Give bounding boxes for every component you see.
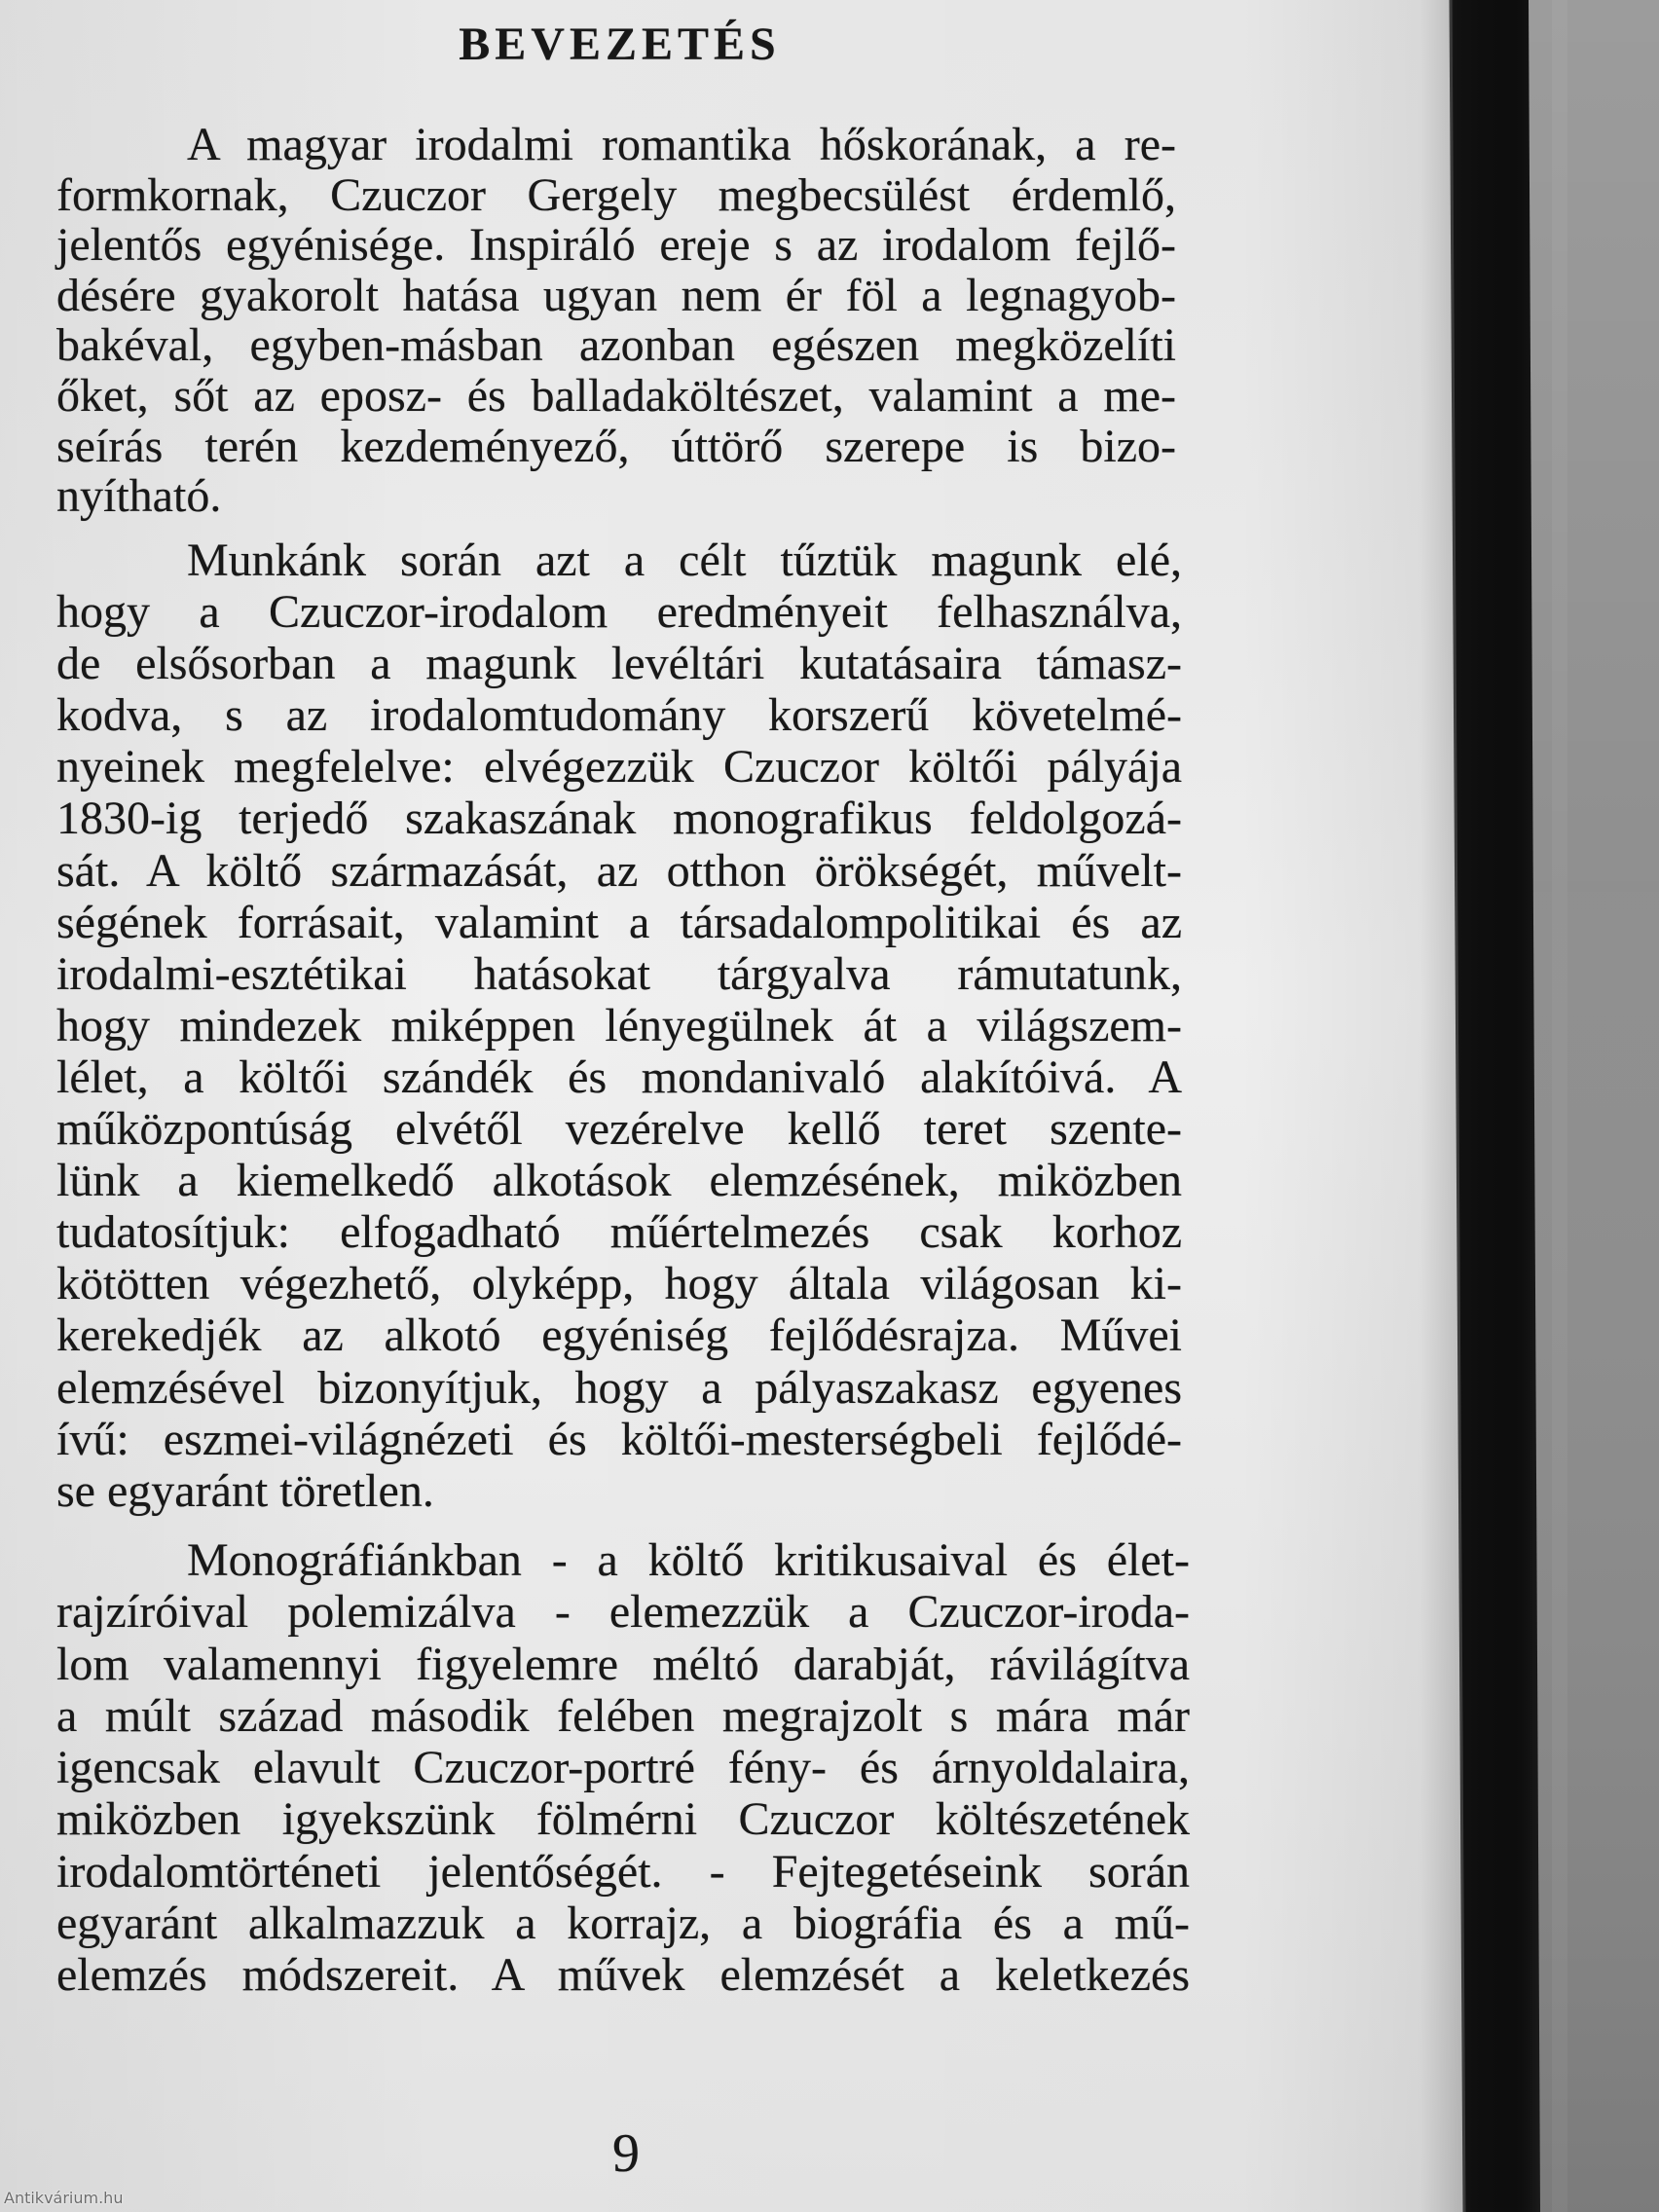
text-line: kerekedjék az alkotó egyéniség fejlődésrajza. Művei [56, 1309, 1182, 1362]
text-line: hogy a Czuczor-irodalom eredményeit felhasználva, [56, 586, 1182, 639]
text-line: bakéval, egyben-másban azonban egészen megközelíti [56, 319, 1176, 372]
text-line: jelentős egyénisége. Inspiráló ereje s az irodalom fejlő- [56, 219, 1176, 272]
table-surface-grain [1552, 0, 1567, 2212]
text-line: ívű: eszmei-világnézeti és költői-mesterségbeli fejlődé- [56, 1413, 1182, 1465]
text-line: de elsősorban a magunk levéltári kutatásaira támasz- [56, 638, 1182, 690]
text-line: miközben igyekszünk fölmérni Czuczor költészetének [56, 1793, 1190, 1846]
paragraph-2 [56, 535, 1182, 1517]
text-line: őket, sőt az eposz- és balladaköltészet, valamint a me- [56, 369, 1176, 422]
text-line: A magyar irodalmi romantika hőskorának, a re- [187, 119, 1176, 170]
page-number: 9 [612, 2123, 640, 2184]
text-line: lélet, a költői szándék és mondanivaló alakítóivá. A [56, 1051, 1182, 1103]
text-line: sát. A költő származását, az otthon örökségét, művelt- [56, 844, 1182, 897]
text-line: lom valamennyi figyelemre méltó darabját, rávilágítva [56, 1638, 1190, 1690]
text-line: désére gyakorolt hatása ugyan nem ér föl a legnagyob- [56, 269, 1176, 321]
text-line: hogy mindezek miképpen lényegülnek át a világszem- [56, 999, 1182, 1051]
watermark: Antikvárium.hu [4, 2189, 124, 2207]
text-line: elemzésével bizonyítjuk, hogy a pályaszakasz egyenes [56, 1361, 1182, 1414]
text-line: formkornak, Czuczor Gergely megbecsülést érdemlő, [56, 168, 1176, 221]
text-line: ségének forrásait, valamint a társadalompolitikai és az [56, 896, 1182, 948]
text-line: elemzés módszereit. A művek elemzését a keletkezés [56, 1949, 1190, 2001]
paragraph-1 [56, 120, 1176, 522]
text-line: a múlt század második felében megrajzolt s mára már [56, 1689, 1190, 1742]
text-line: lünk a kiemelkedő alkotások elemzésének, miközben [56, 1155, 1182, 1207]
text-line: Monográfiánkban - a költő kritikusaival és élet- [187, 1534, 1190, 1586]
text-line: se egyaránt töretlen. [56, 1464, 434, 1517]
text-line: irodalmi-esztétikai hatásokat tárgyalva rámutatunk, [56, 947, 1182, 1000]
text-line: tudatosítjuk: elfogadható műértelmezés csak korhoz [56, 1206, 1182, 1259]
chapter-title: BEVEZETÉS [459, 18, 781, 70]
text-line: kodva, s az irodalomtudomány korszerű követelmé- [56, 689, 1182, 742]
text-line: kötötten végezhető, olyképp, hogy általa világosan ki- [56, 1258, 1182, 1310]
text-line: nyítható. [56, 470, 222, 523]
text-line: igencsak elavult Czuczor-portré fény- és árnyoldalaira, [56, 1742, 1190, 1793]
text-line: Munkánk során azt a célt tűztük magunk elé, [187, 535, 1182, 586]
text-line: irodalomtörténeti jelentőségét. - Fejtegetéseink során [56, 1845, 1190, 1898]
paragraph-3 [56, 1534, 1190, 2001]
text-line: egyaránt alkalmazzuk a korrajz, a biográfia és a mű- [56, 1897, 1190, 1949]
text-line: 1830-ig terjedő szakaszának monografikus feldolgozá- [56, 793, 1182, 845]
text-line: rajzíróival polemizálva - elemezzük a Czuczor-iroda- [56, 1586, 1190, 1639]
text-line: nyeinek megfelelve: elvégezzük Czuczor költői pályája [56, 741, 1182, 793]
text-line: műközpontúság elvétől vezérelve kellő teret szente- [56, 1103, 1182, 1156]
text-line: seírás terén kezdeményező, úttörő szerepe is bizo- [56, 420, 1176, 472]
